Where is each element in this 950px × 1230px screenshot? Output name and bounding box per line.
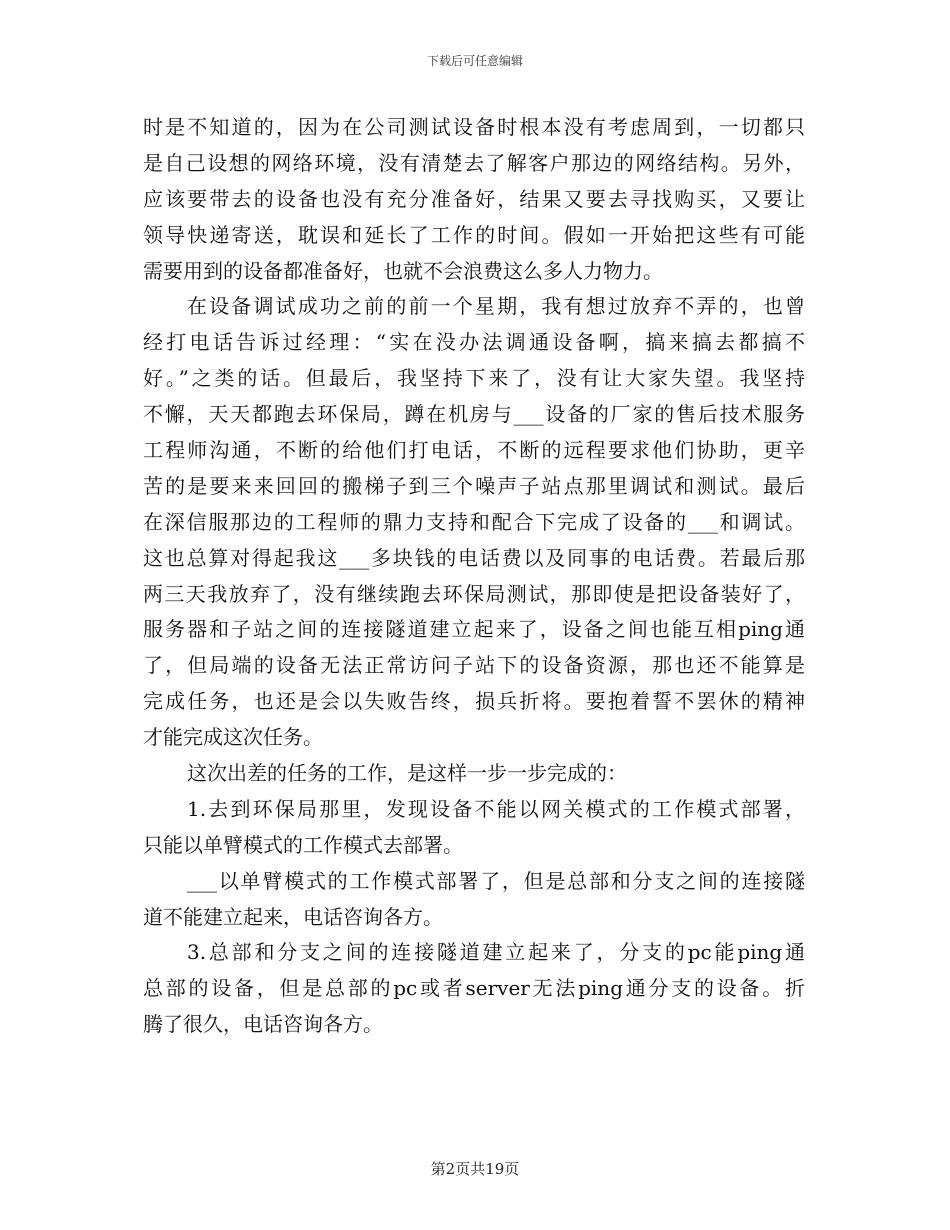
- paragraph-line: 应该要带去的设备也没有充分准备好，结果又要去寻找购买，又要让: [143, 186, 805, 211]
- paragraph-line: 这次出差的任务的工作，是这样一步一步完成的：: [187, 761, 627, 786]
- paragraph-line: 是自己设想的网络环境，没有清楚去了解客户那边的网络结构。另外，: [143, 150, 805, 175]
- paragraph-line: 才能完成这次任务。: [143, 725, 323, 750]
- page-header: 下载后可任意编辑: [426, 54, 523, 68]
- paragraph-line: 领导快递寄送，耽误和延长了工作的时间。假如一开始把这些有可能: [143, 222, 805, 247]
- list-item-line: 道不能建立起来，电话咨询各方。: [143, 904, 443, 929]
- paragraph-line: 需要用到的设备都准备好，也就不会浪费这么多人力物力。: [143, 258, 663, 283]
- list-item-line: 3.总部和分支之间的连接隧道建立起来了，分支的pc能ping通: [187, 940, 805, 965]
- list-item-line: 只能以单臂模式的工作模式去部署。: [143, 832, 463, 857]
- paragraph-line: 工程师沟通，不断的给他们打电话，不断的远程要求他们协助，更辛: [143, 438, 805, 463]
- document-body: [143, 110, 805, 1043]
- paragraph-line: 在深信服那边的工程师的鼎力支持和配合下完成了设备的___和调试。: [143, 509, 805, 534]
- paragraph-line: 这也总算对得起我这___多块钱的电话费以及同事的电话费。若最后那: [143, 545, 805, 570]
- list-item-line: ___以单臂模式的工作模式部署了，但是总部和分支之间的连接隧: [187, 868, 805, 893]
- paragraph-line: 时是不知道的，因为在公司测试设备时根本没有考虑周到，一切都只: [143, 115, 805, 139]
- list-item-line: 腾了很久，电话咨询各方。: [143, 1012, 383, 1037]
- paragraph-line: 不懈，天天都跑去环保局，蹲在机房与___设备的厂家的售后技术服务: [143, 402, 805, 427]
- paragraph-line: 服务器和子站之间的连接隧道建立起来了，设备之间也能互相ping通: [143, 617, 805, 642]
- paragraph-line: 苦的是要来来回回的搬梯子到三个噪声子站点那里调试和测试。最后: [143, 473, 805, 498]
- paragraph-line: 在设备调试成功之前的前一个星期，我有想过放弃不弄的，也曾: [187, 294, 805, 319]
- paragraph-line: 经打电话告诉过经理：“实在没办法调通设备啊，搞来搞去都搞不: [143, 330, 805, 355]
- paragraph-line: 了，但局端的设备无法正常访问子站下的设备资源，那也还不能算是: [143, 653, 805, 678]
- paragraph-line: 好。”之类的话。但最后，我坚持下来了，没有让大家失望。我坚持: [143, 366, 805, 391]
- list-item-line: 1.去到环保局那里，发现设备不能以网关模式的工作模式部署，: [187, 796, 805, 821]
- page-number: 第2页共19页: [430, 1160, 520, 1178]
- paragraph-line: 两三天我放弃了，没有继续跑去环保局测试，那即使是把设备装好了，: [143, 581, 805, 606]
- list-item-line: 总部的设备，但是总部的pc或者server无法ping通分支的设备。折: [143, 976, 805, 1001]
- paragraph-line: 完成任务，也还是会以失败告终，损兵折将。要抱着誓不罢休的精神: [143, 689, 805, 714]
